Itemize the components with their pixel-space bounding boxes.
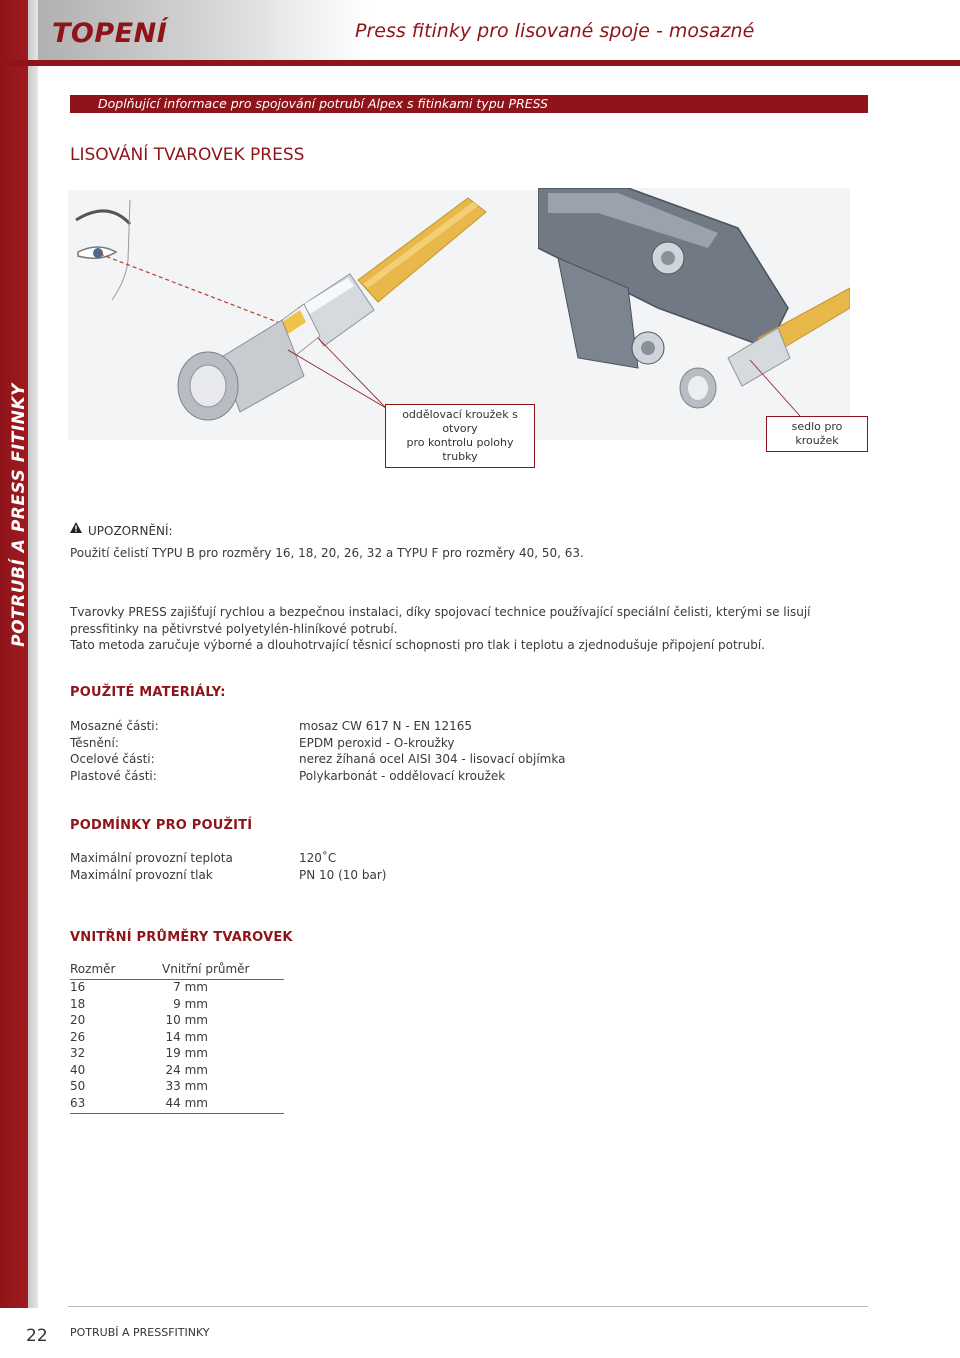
table-row	[70, 1063, 284, 1080]
size-cell: 50	[70, 1079, 86, 1093]
column-header-inner-diameter: Vnitřní průměr	[162, 962, 250, 976]
materials-key: Mosazné části:	[70, 719, 159, 733]
size-cell: 26	[70, 1029, 86, 1044]
page-title: LISOVÁNÍ TVAROVEK PRESS	[70, 145, 305, 165]
inner-diameter-cell: 44 mm	[165, 1095, 208, 1110]
table-row	[70, 1046, 284, 1063]
fitting-inspection-illustration	[68, 190, 598, 440]
table-row	[70, 997, 284, 1014]
warning-text: Použití čelistí TYPU B pro rozměry 16, 18, 20, 26, 32 a TYPU F pro rozměry 40, 50, 63.	[70, 546, 584, 560]
table-row	[70, 1013, 284, 1030]
materials-key: Plastové části:	[70, 769, 157, 783]
warning-icon	[70, 522, 82, 533]
inner-diameter-cell: 14 mm	[165, 1029, 208, 1044]
description-paragraph-2: Tato metoda zaručuje výborné a dlouhotrvající těsnicí schopnosti pro tlak i teplotu a zjednodušuje připojení potrubí.	[70, 638, 765, 652]
materials-value: mosaz CW 617 N - EN 12165	[299, 719, 473, 733]
table-row	[70, 1079, 284, 1096]
side-title: POTRUBÍ A PRESS FITINKY	[9, 383, 29, 647]
inner-diameter-cell: 33 mm	[165, 1079, 208, 1093]
inner-diameter-cell: 7 mm	[173, 980, 208, 994]
column-header-size: Rozměr	[70, 962, 116, 976]
diameters-table	[70, 962, 284, 1114]
side-band	[0, 0, 38, 1358]
callout-left-line1: oddělovací kroužek s otvory	[402, 408, 518, 435]
diameters-heading: VNITŘNÍ PRŮMĚRY TVAROVEK	[70, 930, 293, 945]
conditions-value: PN 10 (10 bar)	[299, 868, 387, 882]
size-cell: 16	[70, 980, 86, 994]
description-paragraph-1: Tvarovky PRESS zajišťují rychlou a bezpečnou instalaci, díky spojovací technice používající speciální čelisti, kterými se lisují pressfitinky na pětivrstvé polyetylén-hliníkové potrubí.	[70, 605, 811, 636]
footer-rule	[68, 1306, 868, 1307]
materials-value: nerez žíhaná ocel AISI 304 - lisovací objímka	[299, 752, 566, 766]
ring-seat-callout: sedlo pro kroužek	[766, 416, 868, 452]
table-row	[70, 1030, 284, 1047]
materials-key: Ocelové části:	[70, 752, 155, 766]
materials-value: Polykarbonát - oddělovací kroužek	[299, 769, 506, 783]
page-number: 22	[26, 1326, 48, 1346]
inner-diameter-cell: 24 mm	[165, 1062, 208, 1077]
size-cell: 20	[70, 1013, 86, 1027]
warning-title: UPOZORNĚNÍ:	[88, 524, 173, 538]
materials-heading: POUŽITÉ MATERIÁLY:	[70, 685, 226, 700]
footer-text: POTRUBÍ A PRESSFITINKY	[70, 1326, 210, 1339]
inner-diameter-cell: 9 mm	[173, 996, 208, 1011]
press-tool-illustration	[538, 188, 850, 440]
inner-diameter-cell: 19 mm	[165, 1046, 208, 1060]
size-cell: 18	[70, 996, 86, 1011]
header-rule	[0, 60, 960, 66]
inner-diameter-cell: 10 mm	[165, 1013, 208, 1027]
table-row	[70, 980, 284, 997]
conditions-heading: PODMÍNKY PRO POUŽITÍ	[70, 818, 253, 833]
materials-value: EPDM peroxid - O-kroužky	[299, 736, 455, 750]
size-cell: 32	[70, 1046, 86, 1060]
callout-left-line2: pro kontrolu polohy trubky	[406, 436, 514, 463]
size-cell: 40	[70, 1062, 86, 1077]
info-bar: Doplňující informace pro spojování potrubí Alpex s fitinkami typu PRESS	[70, 95, 868, 113]
conditions-key: Maximální provozní teplota	[70, 851, 233, 865]
page-subtitle: Press fitinky pro lisované spoje - mosazné	[355, 20, 755, 42]
conditions-key: Maximální provozní tlak	[70, 868, 213, 882]
separator-ring-callout	[385, 404, 535, 468]
section-title: TOPENÍ	[52, 18, 168, 49]
table-header-row	[70, 962, 284, 980]
size-cell: 63	[70, 1095, 86, 1110]
materials-key: Těsnění:	[70, 736, 119, 750]
conditions-value: 120˚C	[299, 851, 337, 865]
table-row	[70, 1096, 284, 1114]
